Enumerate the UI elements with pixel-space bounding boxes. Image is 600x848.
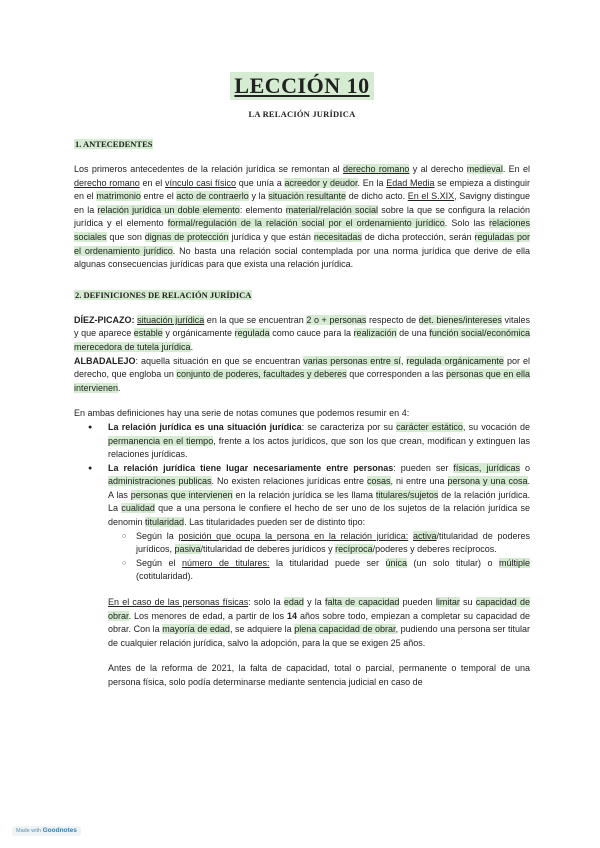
paragraph-antecedentes: Los primeros antecedentes de la relación jurídica se remontan al derecho romano y al derecho medieval. En el derecho romano en el vínculo casi físico que unía a acreedor y deudor. En la Edad Media se empieza a distinguir en el matrimonio entre el acto de contraerlo y la situación resultante de dicho acto. En el S.XIX, Savigny distingue en la relación jurídica un doble elemento: elemento material/relación social sobre la que se configura la relación jurídica y el elemento formal/regulación de la relación social por el ordenamiento jurídico. Solo las relaciones sociales que son dignas de protección jurídica y que están necesitadas de dicha protección, serán reguladas por el ordenamiento jurídico. No basta una relación social contemplada por una norma jurídica que derive de ella algunas consecuencias jurídicas para que exista una relación jurídica.	[74, 164, 531, 270]
section-heading-definiciones: 2. DEFINICIONES DE RELACIÓN JURÍDICA	[75, 289, 252, 300]
document-page	[74, 72, 530, 690]
goodnotes-badge: Made with Goodnotes	[12, 826, 81, 836]
paragraph-reforma-2021: Antes de la reforma de 2021, la falta de capacidad, total o parcial, permanente o temporal de una persona física, solo podía determinarse mediante sentencia judicial en caso de	[108, 663, 530, 687]
lesson-title: LECCIÓN 10	[230, 72, 373, 100]
section-heading-antecedentes: 1. ANTECEDENTES	[75, 139, 153, 149]
lesson-subtitle: LA RELACIÓN JURÍDICA	[248, 109, 356, 119]
sub-list-item: ○ Según el número de titulares: la titularidad puede ser única (un solo titular) o múltiple (cotitularidad).	[74, 557, 530, 584]
paragraph-diez-picazo: DÍEZ-PICAZO: situación jurídica en la que se encuentran 2 o + personas respecto de det. bienes/intereses vitales y que aparece estable y orgánicamente regulada como cauce para la realización de una función social/económica merecedora de tutela jurídica. ALBADALEJO: aquella situación en que se encuentran varias personas entre sí, regulada orgánicamente por el derecho, que engloba un conjunto de poderes, facultades y deberes que corresponden a las personas que en ella intervienen.	[74, 314, 531, 393]
paragraph-personas-fisicas: En el caso de las personas físicas: solo la edad y la falta de capacidad pueden limitar su capacidad de obrar. Los menores de edad, a partir de los 14 años sobre todo, empiezan a completar su capacidad de obrar. Con la mayoría de edad, se adquiere la plena capacidad de obrar, pudiendo una persona ser titular de cualquier relación jurídica, salvo la adopción, para la que se exigen 25 años.	[108, 597, 531, 648]
sub-list-item: ○ Según la posición que ocupa la persona en la relación jurídica: activa/titularidad de poderes jurídicos, pasiva/titularidad de deberes jurídicos y recíproca/poderes y deberes recíprocos.	[74, 530, 530, 557]
title-wrap	[74, 72, 530, 100]
list-item: ● La relación jurídica es una situación jurídica: se caracteriza por su carácter estático, su vocación de permanencia en el tiempo, frente a los actos jurídicos, que son los que crean, modifican y extinguen las relaciones jurídicas.	[74, 421, 530, 462]
paragraph-intro-notas: En ambas definiciones hay una serie de notas comunes que podemos resumir en 4:	[74, 408, 410, 419]
list-item: ● La relación jurídica tiene lugar necesariamente entre personas: pueden ser físicas, jurídicas o administraciones publicas. No existen relaciones jurídicas entre cosas, ni entre una persona y una cosa. A las personas que intervienen en la relación jurídica se les llama titulares/sujetos de la relación jurídica. La cualidad que a una persona le confiere el hecho de ser uno de los sujetos de la relación jurídica se denomin titularidad. Las titularidades pueden ser de distinto tipo:	[74, 462, 530, 530]
